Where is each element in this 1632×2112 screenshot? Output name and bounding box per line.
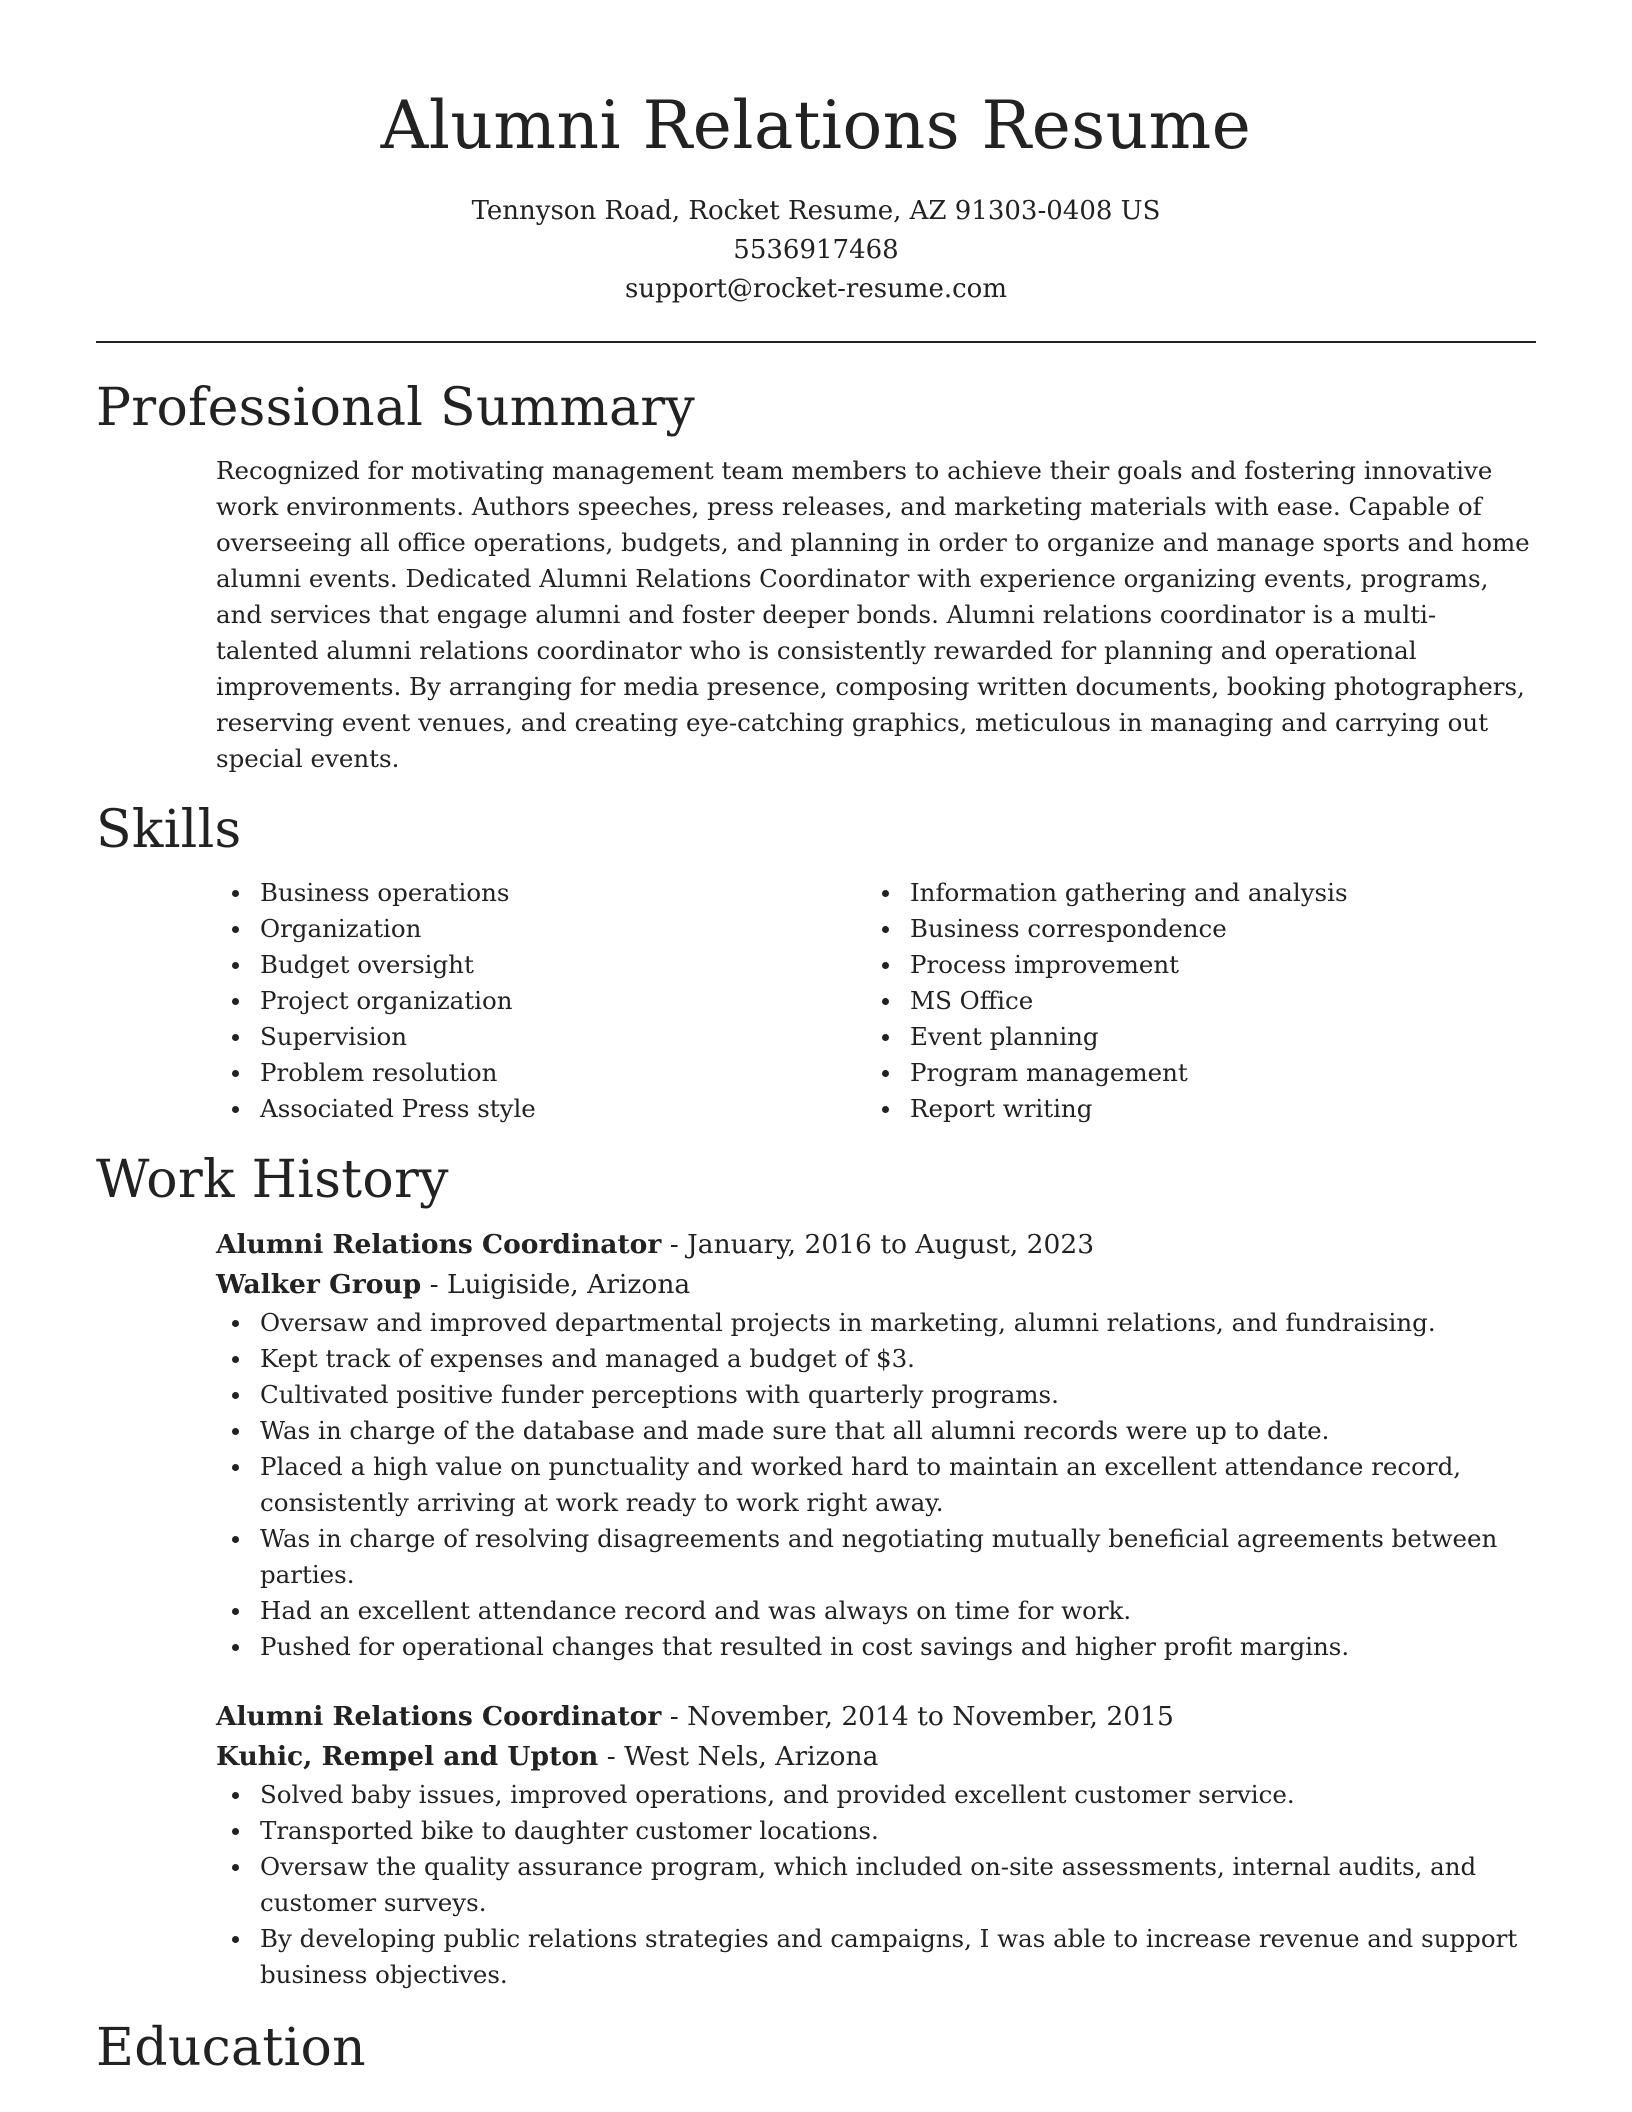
section-title-skills: Skills [96,800,242,860]
skill-item: Project organization [216,983,866,1019]
job-separator: - [598,1741,625,1772]
resume-header [96,0,1536,309]
job-duties [216,1777,1536,1993]
job-location: Luigiside, Arizona [446,1269,691,1300]
job-duty: Transported bike to daughter customer locations. [216,1813,1536,1849]
job-duty: Placed a high value on punctuality and worked hard to maintain an excellent attendance record, consistently arriving at work ready to work right away. [216,1449,1536,1521]
job-duty: Kept track of expenses and managed a budget of $3. [216,1341,1536,1377]
skill-item: Business correspondence [866,911,1516,947]
job-duty: Was in charge of resolving disagreements and negotiating mutually beneficial agreements between parties. [216,1521,1536,1593]
skill-item: Event planning [866,1019,1516,1055]
resume-page [96,0,1536,2079]
job-role: Alumni Relations Coordinator [216,1701,662,1732]
section-title-work-history: Work History [96,1150,449,1210]
header-divider [96,341,1536,343]
job-heading [216,1697,1536,1737]
job-duty: Was in charge of the database and made sure that all alumni records were up to date. [216,1413,1536,1449]
job-duty: Had an excellent attendance record and was always on time for work. [216,1593,1536,1629]
job-separator: - [661,1229,688,1260]
job-company: Walker Group [216,1269,422,1300]
job-employer [216,1265,1536,1305]
job-duty: Pushed for operational changes that resulted in cost savings and higher profit margins. [216,1629,1536,1665]
job-heading [216,1225,1536,1265]
contact-address: Tennyson Road, Rocket Resume, AZ 91303-0408 US [471,196,1161,226]
job-location: West Nels, Arizona [624,1741,879,1772]
job-entry [216,1697,1536,1993]
contact-phone: 5536917468 [733,235,899,265]
skill-item: Associated Press style [216,1091,866,1127]
contact-email: support@rocket-resume.com [624,274,1007,304]
job-duty: Solved baby issues, improved operations, and provided excellent customer service. [216,1777,1536,1813]
skill-item: Program management [866,1055,1516,1091]
job-duty: Cultivated positive funder perceptions with quarterly programs. [216,1377,1536,1413]
job-duty: By developing public relations strategies and campaigns, I was able to increase revenue and support business objectives. [216,1921,1536,1993]
job-dates: January, 2016 to August, 2023 [687,1229,1095,1260]
section-title-education: Education [96,2018,366,2078]
skill-item: Report writing [866,1091,1516,1127]
skill-item: MS Office [866,983,1516,1019]
skills-grid [216,875,1536,1127]
skill-item: Process improvement [866,947,1516,983]
job-dates: November, 2014 to November, 2015 [687,1701,1174,1732]
job-duty: Oversaw the quality assurance program, which included on-site assessments, internal audits, and customer surveys. [216,1849,1536,1921]
resume-title: Alumni Relations Resume [380,87,1252,164]
job-separator: - [421,1269,447,1300]
contact-block [96,192,1536,309]
summary-text: Recognized for motivating management team members to achieve their goals and fostering innovative work environments. Authors speeches, press releases, and marketing materials with ease. Capable of overseeing all office operations, budgets, and planning in order to organize and manage sports and home alumni events. Dedicated Alumni Relations Coordinator with experience organizing events, programs, and services that engage alumni and foster deeper bonds. Alumni relations coordinator is a multi-talented alumni relations coordinator who is consistently rewarded for planning and operational improvements. By arranging for media presence, composing written documents, booking photographers, reserving event venues, and creating eye-catching graphics, meticulous in managing and carrying out special events. [216,456,1530,773]
skill-item: Information gathering and analysis [866,875,1516,911]
skills-column-right [866,875,1516,1127]
job-employer [216,1737,1536,1777]
skill-item: Problem resolution [216,1055,866,1091]
job-role: Alumni Relations Coordinator [216,1229,662,1260]
section-title-summary: Professional Summary [96,378,696,438]
skill-item: Supervision [216,1019,866,1055]
job-company: Kuhic, Rempel and Upton [216,1741,599,1772]
job-duties [216,1305,1536,1665]
job-entry [216,1225,1536,1665]
skill-item: Business operations [216,875,866,911]
skill-item: Budget oversight [216,947,866,983]
skills-column-left [216,875,866,1127]
job-separator: - [661,1701,688,1732]
job-duty: Oversaw and improved departmental projects in marketing, alumni relations, and fundraising. [216,1305,1536,1341]
skill-item: Organization [216,911,866,947]
